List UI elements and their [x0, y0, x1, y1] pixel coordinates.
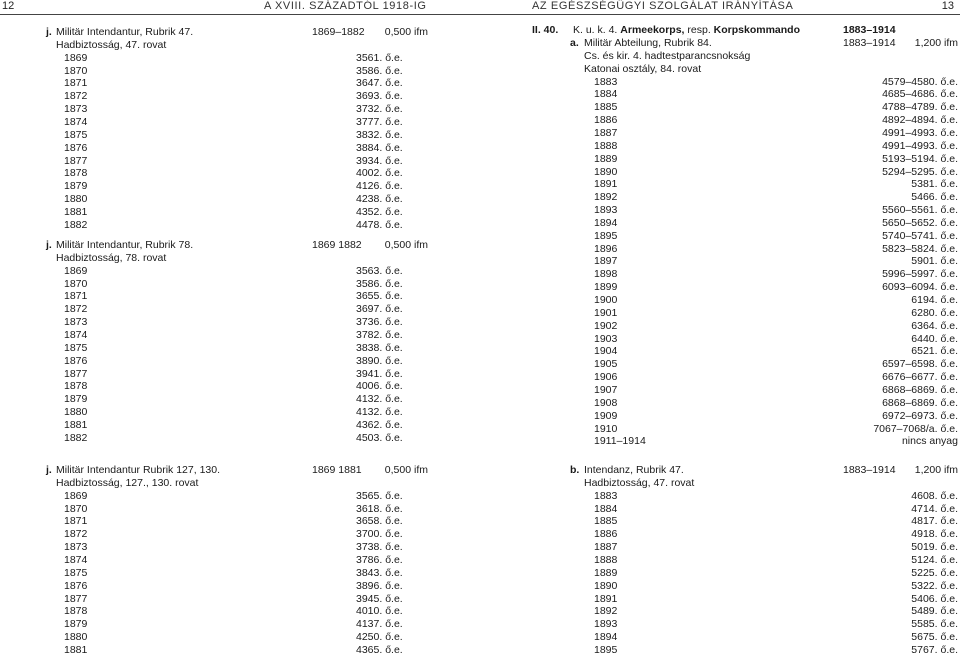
row-unit: 5406. ő.e.	[911, 592, 958, 605]
group-title: Intendanz, Rubrik 47.	[584, 464, 684, 476]
row-unit: 5124. ő.e.	[911, 553, 958, 566]
row-year: 1890	[594, 165, 618, 178]
group-years: 1869 1881	[312, 464, 362, 476]
fonds-title-bold: Armeekorps,	[620, 24, 685, 36]
row-unit: 5019. ő.e.	[911, 541, 958, 554]
row-unit: 3658. ő.e.	[356, 515, 403, 528]
row-year: 1895	[594, 643, 618, 656]
row-year: 1878	[64, 167, 88, 180]
row-year: 1873	[64, 316, 88, 329]
fonds-years: 1883–1914	[843, 24, 896, 36]
group-subtitle: Hadbiztosság, 127., 130. rovat	[56, 476, 199, 489]
row-year: 1896	[594, 242, 618, 255]
row-year: 1876	[64, 354, 88, 367]
left-running-head: A XVIII. SZÁZADTÓL 1918-IG	[264, 0, 427, 12]
row-unit: 6364. ő.e.	[911, 319, 958, 332]
row-unit: 3655. ő.e.	[356, 290, 403, 303]
row-unit: 6868–6869. ő.e.	[882, 396, 958, 409]
group-subtitle: Katonai osztály, 84. rovat	[584, 62, 702, 75]
row-unit: 3693. ő.e.	[356, 90, 403, 103]
row-year: 1872	[64, 303, 88, 316]
row-unit: 5466. ő.e.	[911, 191, 958, 204]
group-subtitle: Cs. és kir. 4. hadtestparancsnokság	[584, 49, 751, 62]
row-year: 1880	[64, 631, 88, 644]
row-year: 1881	[64, 205, 88, 218]
row-unit: 4685–4686. ő.e.	[882, 88, 958, 101]
row-unit: 3941. ő.e.	[356, 367, 403, 380]
row-year: 1911–1914	[594, 435, 646, 448]
group-letter: b.	[570, 464, 580, 476]
fonds-title-prefix: K. u. k. 4.	[573, 24, 618, 36]
row-year: 1882	[64, 431, 88, 444]
row-unit: 3777. ő.e.	[356, 115, 403, 128]
row-unit: 4238. ő.e.	[356, 193, 403, 206]
left-running-header	[0, 0, 480, 15]
row-unit: 4579–4580. ő.e.	[882, 75, 958, 88]
row-unit: 4132. ő.e.	[356, 393, 403, 406]
row-unit: 3563. ő.e.	[356, 264, 403, 277]
row-unit: 5740–5741. ő.e.	[882, 229, 958, 242]
row-unit: nincs anyag	[901, 435, 958, 448]
group-letter: j.	[46, 239, 52, 251]
row-unit: 5193–5194. ő.e.	[882, 152, 958, 165]
group-years: 1883–1914	[843, 37, 896, 49]
row-year: 1877	[64, 367, 88, 380]
row-unit: 5675. ő.e.	[911, 631, 958, 644]
row-unit: 5823–5824. ő.e.	[882, 242, 958, 255]
row-year: 1876	[64, 141, 88, 154]
row-unit: 6972–6973. ő.e.	[882, 409, 958, 422]
row-unit: 4126. ő.e.	[356, 180, 403, 193]
row-year: 1869	[64, 264, 88, 277]
right-page-number: 13	[941, 0, 954, 12]
row-year: 1873	[64, 541, 88, 554]
row-unit: 6093–6094. ő.e.	[882, 281, 958, 294]
row-year: 1886	[594, 114, 618, 127]
row-year: 1902	[594, 319, 618, 332]
row-year: 1880	[64, 193, 88, 206]
row-year: 1891	[594, 178, 618, 191]
row-year: 1908	[594, 396, 618, 409]
group-extent: 0,500 ifm	[384, 239, 428, 251]
group-extent: 0,500 ifm	[384, 464, 428, 476]
row-year: 1874	[64, 115, 88, 128]
left-page-number: 12	[2, 0, 15, 12]
row-year: 1870	[64, 502, 88, 515]
row-unit: 3890. ő.e.	[356, 354, 403, 367]
row-year: 1891	[594, 592, 618, 605]
row-year: 1869	[64, 489, 88, 502]
row-unit: 4006. ő.e.	[356, 380, 403, 393]
row-unit: 5225. ő.e.	[911, 566, 958, 579]
row-unit: 5489. ő.e.	[911, 605, 958, 618]
row-year: 1882	[64, 218, 88, 231]
row-unit: 4137. ő.e.	[356, 618, 403, 631]
row-unit: 3786. ő.e.	[356, 553, 403, 566]
row-year: 1892	[594, 605, 618, 618]
row-year: 1885	[594, 515, 618, 528]
row-unit: 4352. ő.e.	[356, 205, 403, 218]
row-unit: 3782. ő.e.	[356, 328, 403, 341]
row-year: 1877	[64, 154, 88, 167]
row-year: 1877	[64, 592, 88, 605]
row-unit: 5901. ő.e.	[911, 255, 958, 268]
fonds-title	[573, 25, 800, 36]
group-title: Militär Intendantur, Rubrik 47.	[56, 26, 194, 38]
row-year: 1894	[594, 216, 618, 229]
row-unit: 6521. ő.e.	[911, 345, 958, 358]
row-year: 1880	[64, 406, 88, 419]
row-unit: 4503. ő.e.	[356, 431, 403, 444]
row-unit: 3832. ő.e.	[356, 128, 403, 141]
row-unit: 7067–7068/a. ő.e.	[873, 422, 958, 435]
row-year: 1910	[594, 422, 618, 435]
group-years: 1869–1882	[312, 26, 365, 38]
row-year: 1907	[594, 383, 618, 396]
row-year: 1887	[594, 126, 618, 139]
row-year: 1906	[594, 371, 618, 384]
right-running-head: AZ EGÉSZSÉGÜGYI SZOLGÁLAT IRÁNYÍTÁSA	[532, 0, 794, 12]
row-unit: 3700. ő.e.	[356, 528, 403, 541]
row-year: 1872	[64, 528, 88, 541]
row-year: 1873	[64, 103, 88, 116]
row-year: 1888	[594, 139, 618, 152]
group-letter: j.	[46, 464, 52, 476]
row-year: 1876	[64, 579, 88, 592]
group-title: Militär Intendantur Rubrik 127, 130.	[56, 464, 221, 476]
row-unit: 4478. ő.e.	[356, 218, 403, 231]
row-unit: 4362. ő.e.	[356, 418, 403, 431]
row-year: 1886	[594, 528, 618, 541]
row-unit: 4132. ő.e.	[356, 406, 403, 419]
row-year: 1869	[64, 51, 88, 64]
row-year: 1888	[594, 553, 618, 566]
row-year: 1897	[594, 255, 618, 268]
row-unit: 6597–6598. ő.e.	[882, 358, 958, 371]
row-unit: 5322. ő.e.	[911, 579, 958, 592]
row-unit: 6676–6677. ő.e.	[882, 371, 958, 384]
row-year: 1874	[64, 328, 88, 341]
row-year: 1905	[594, 358, 618, 371]
row-year: 1889	[594, 152, 618, 165]
row-year: 1884	[594, 502, 618, 515]
row-unit: 4608. ő.e.	[911, 489, 958, 502]
group-subtitle: Hadbiztosság, 47. rovat	[56, 38, 167, 51]
row-unit: 4250. ő.e.	[356, 631, 403, 644]
row-unit: 6440. ő.e.	[911, 332, 958, 345]
row-year: 1878	[64, 380, 88, 393]
row-unit: 5381. ő.e.	[911, 178, 958, 191]
row-year: 1890	[594, 579, 618, 592]
right-running-header	[480, 0, 960, 15]
group-title: Militär Intendantur, Rubrik 78.	[56, 239, 194, 251]
row-unit: 4365. ő.e.	[356, 643, 403, 656]
row-unit: 3586. ő.e.	[356, 277, 403, 290]
row-year: 1900	[594, 294, 618, 306]
row-unit: 3618. ő.e.	[356, 502, 403, 515]
row-unit: 3896. ő.e.	[356, 579, 403, 592]
row-unit: 3738. ő.e.	[356, 541, 403, 554]
row-year: 1881	[64, 643, 88, 656]
row-year: 1903	[594, 332, 618, 345]
group-subtitle: Hadbiztosság, 78. rovat	[56, 251, 167, 264]
row-unit: 4010. ő.e.	[356, 605, 403, 618]
row-year: 1892	[594, 191, 618, 204]
row-year: 1875	[64, 128, 88, 141]
fonds-title-resp: resp.	[687, 24, 711, 36]
row-year: 1875	[64, 566, 88, 579]
row-year: 1893	[594, 618, 618, 631]
row-year: 1871	[64, 77, 88, 90]
row-unit: 4991–4993. ő.e.	[882, 139, 958, 152]
row-year: 1878	[64, 605, 88, 618]
row-unit: 6280. ő.e.	[911, 306, 958, 319]
group-years: 1869 1882	[312, 239, 362, 251]
group-extent: 0,500 ifm	[384, 26, 428, 38]
row-unit: 6868–6869. ő.e.	[882, 383, 958, 396]
row-unit: 4918. ő.e.	[911, 528, 958, 541]
row-year: 1887	[594, 541, 618, 554]
group-subtitle: Hadbiztosság, 47. rovat	[584, 476, 695, 489]
fonds-number: II. 40.	[532, 24, 559, 36]
row-year: 1889	[594, 566, 618, 579]
row-unit: 3945. ő.e.	[356, 592, 403, 605]
row-unit: 5767. ő.e.	[911, 643, 958, 656]
row-year: 1871	[64, 290, 88, 303]
row-year: 1884	[594, 88, 618, 101]
row-unit: 4991–4993. ő.e.	[882, 126, 958, 139]
row-unit: 3934. ő.e.	[356, 154, 403, 167]
group-years: 1883–1914	[843, 464, 896, 476]
row-year: 1875	[64, 341, 88, 354]
row-year: 1872	[64, 90, 88, 103]
row-year: 1898	[594, 268, 618, 281]
row-unit: 3884. ő.e.	[356, 141, 403, 154]
group-extent: 1,200 ifm	[914, 37, 958, 49]
row-unit: 3736. ő.e.	[356, 316, 403, 329]
row-unit: 5560–5561. ő.e.	[882, 204, 958, 217]
group-letter: a.	[570, 37, 579, 49]
row-year: 1879	[64, 393, 88, 406]
row-year: 1883	[594, 75, 618, 88]
row-unit: 3843. ő.e.	[356, 566, 403, 579]
row-unit: 4817. ő.e.	[911, 515, 958, 528]
row-unit: 3697. ő.e.	[356, 303, 403, 316]
row-year: 1870	[64, 277, 88, 290]
group-letter: j.	[46, 26, 52, 38]
row-unit: 5294–5295. ő.e.	[882, 165, 958, 178]
row-year: 1899	[594, 281, 618, 294]
row-year: 1879	[64, 180, 88, 193]
group-title: Militär Abteilung, Rubrik 84.	[584, 37, 712, 49]
row-year: 1904	[594, 345, 618, 358]
row-year: 1909	[594, 409, 618, 422]
row-year: 1881	[64, 418, 88, 431]
row-year: 1879	[64, 618, 88, 631]
row-unit: 5585. ő.e.	[911, 618, 958, 631]
row-unit: 3647. ő.e.	[356, 77, 403, 90]
row-year: 1901	[594, 306, 618, 319]
row-year: 1871	[64, 515, 88, 528]
row-unit: 3732. ő.e.	[356, 103, 403, 116]
row-unit: 3838. ő.e.	[356, 341, 403, 354]
row-unit: 4788–4789. ő.e.	[882, 101, 958, 114]
row-year: 1870	[64, 64, 88, 77]
row-year: 1885	[594, 101, 618, 114]
row-unit: 4714. ő.e.	[911, 502, 958, 515]
row-unit: 4002. ő.e.	[356, 167, 403, 180]
row-unit: 3565. ő.e.	[356, 489, 403, 502]
row-unit: 5650–5652. ő.e.	[882, 216, 958, 229]
row-year: 1893	[594, 204, 618, 217]
row-year: 1874	[64, 553, 88, 566]
right-page	[480, 0, 960, 660]
row-year: 1895	[594, 229, 618, 242]
row-unit: 5996–5997. ő.e.	[882, 268, 958, 281]
row-unit: 3561. ő.e.	[356, 51, 403, 64]
row-unit: 3586. ő.e.	[356, 64, 403, 77]
fonds-title-bold2: Korpskommando	[713, 24, 801, 36]
row-unit: 4892–4894. ő.e.	[882, 114, 958, 127]
group-extent: 1,200 ifm	[914, 464, 958, 476]
row-unit: 6194. ő.e.	[911, 294, 958, 306]
row-year: 1883	[594, 489, 618, 502]
row-year: 1894	[594, 631, 618, 644]
